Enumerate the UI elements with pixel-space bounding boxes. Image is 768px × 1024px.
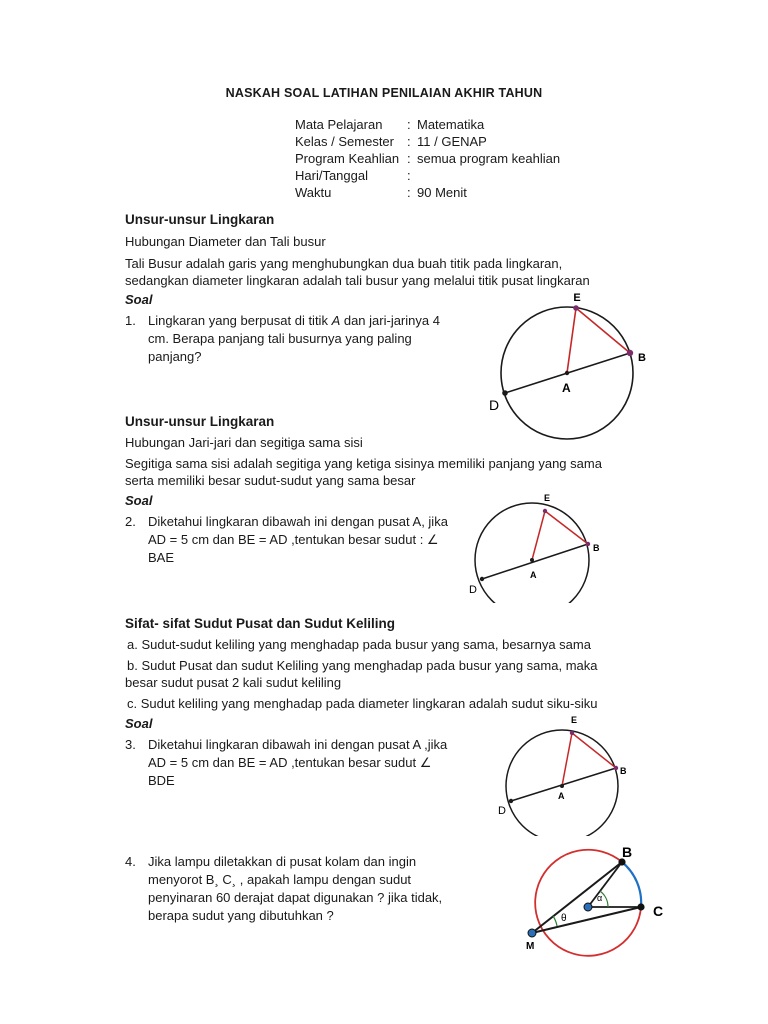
circle-figure-1 bbox=[480, 286, 660, 446]
section1-paragraph-line: sedangkan diameter lingkaran adalah tali busur yang melalui titik pusat lingkaran bbox=[125, 273, 590, 288]
section1-paragraph-line: Tali Busur adalah garis yang menghubungkan dua buah titik pada lingkaran, bbox=[125, 256, 563, 271]
question-line: BAE bbox=[148, 550, 175, 565]
question-line: Diketahui lingkaran dibawah ini dengan pusat A ,jika bbox=[148, 737, 448, 752]
question-line: Diketahui lingkaran dibawah ini dengan pusat A, jika bbox=[148, 514, 448, 529]
meta-value: 90 Menit bbox=[417, 185, 467, 200]
property-item-b-cont: besar sudut pusat 2 kali sudut keliling bbox=[125, 675, 342, 690]
point-label-b: B bbox=[620, 766, 627, 776]
question-number: 1. bbox=[125, 313, 136, 328]
section1-subheading: Hubungan Diameter dan Tali busur bbox=[125, 234, 326, 249]
question-1 bbox=[125, 312, 495, 372]
meta-value: semua program keahlian bbox=[417, 151, 561, 166]
property-item-a: a. Sudut-sudut keliling yang menghadap pada busur yang sama, besarnya sama bbox=[127, 637, 591, 652]
question-line: panjang? bbox=[148, 349, 202, 364]
section2-subheading: Hubungan Jari-jari dan segitiga sama sisi bbox=[125, 435, 363, 450]
document-title: NASKAH SOAL LATIHAN PENILAIAN AKHIR TAHUN bbox=[225, 86, 543, 100]
property-item-b: b. Sudut Pusat dan sudut Keliling yang menghadap pada busur yang sama, maka bbox=[127, 658, 598, 673]
question-line: cm. Berapa panjang tali busurnya yang paling bbox=[148, 331, 412, 346]
section3-heading: Sifat- sifat Sudut Pusat dan Sudut Keliling bbox=[125, 616, 396, 631]
meta-row bbox=[295, 150, 560, 167]
point-label-d: D bbox=[469, 584, 477, 596]
question-line: Lingkaran yang berpusat di titik A dan jari-jarinya 4 bbox=[148, 313, 440, 328]
circle-figure-2 bbox=[462, 488, 612, 603]
question-line: BDE bbox=[148, 773, 175, 788]
section2-heading: Unsur-unsur Lingkaran bbox=[125, 414, 275, 429]
point-label-a: A bbox=[530, 570, 537, 580]
question-number: 2. bbox=[125, 514, 136, 529]
section2-paragraph-line: Segitiga sama sisi adalah segitiga yang ketiga sisinya memiliki panjang yang sama bbox=[125, 456, 602, 471]
point-label-d: D bbox=[489, 397, 500, 413]
point-label-b: B bbox=[622, 844, 633, 860]
meta-colon: : bbox=[407, 185, 411, 200]
point-label-m: M bbox=[526, 941, 535, 952]
question-line: menyorot B¸ C¸ , apakah lampu dengan sudut bbox=[148, 872, 412, 887]
meta-colon: : bbox=[407, 134, 411, 149]
exam-meta bbox=[295, 116, 560, 201]
meta-row bbox=[295, 167, 560, 184]
meta-label: Mata Pelajaran bbox=[295, 117, 383, 132]
meta-label: Waktu bbox=[295, 185, 332, 200]
soal-label: Soal bbox=[125, 493, 153, 508]
angle-label-alpha: α bbox=[597, 893, 603, 903]
meta-colon: : bbox=[407, 151, 411, 166]
meta-row bbox=[295, 116, 560, 133]
soal-label: Soal bbox=[125, 716, 153, 731]
question-3 bbox=[125, 736, 485, 792]
question-line: berapa sudut yang dibutuhkan ? bbox=[148, 908, 334, 923]
point-label-d: D bbox=[498, 805, 506, 817]
question-line: AD = 5 cm dan BE = AD ,tentukan besar sudut ∠ bbox=[148, 755, 432, 770]
point-label-b: B bbox=[638, 352, 646, 364]
question-number: 4. bbox=[125, 854, 136, 869]
angle-label-theta: θ bbox=[561, 913, 567, 924]
question-2 bbox=[125, 513, 485, 569]
circle-figure-4 bbox=[515, 840, 675, 962]
point-label-e: E bbox=[573, 292, 581, 304]
point-label-e: E bbox=[571, 715, 578, 725]
question-line: Jika lampu diletakkan di pusat kolam dan ingin bbox=[148, 854, 417, 869]
meta-value: 11 / GENAP bbox=[417, 134, 487, 149]
point-label-a: A bbox=[558, 791, 565, 801]
section2-paragraph-line: serta memiliki besar sudut-sudut yang sama besar bbox=[125, 473, 416, 488]
meta-row bbox=[295, 184, 560, 201]
meta-colon: : bbox=[407, 117, 411, 132]
meta-label: Hari/Tanggal bbox=[295, 168, 368, 183]
section1-heading: Unsur-unsur Lingkaran bbox=[125, 212, 275, 227]
question-number: 3. bbox=[125, 737, 136, 752]
meta-value: Matematika bbox=[417, 117, 485, 132]
point-label-e: E bbox=[544, 493, 551, 503]
question-line: penyinaran 60 derajat dapat digunakan ? jika tidak, bbox=[148, 890, 443, 905]
soal-label: Soal bbox=[125, 292, 153, 307]
meta-label: Kelas / Semester bbox=[295, 134, 394, 149]
point-label-b: B bbox=[593, 543, 600, 553]
property-item-c: c. Sudut keliling yang menghadap pada diameter lingkaran adalah sudut siku-siku bbox=[127, 696, 598, 711]
meta-label: Program Keahlian bbox=[295, 151, 400, 166]
question-4 bbox=[125, 853, 505, 929]
question-line: AD = 5 cm dan BE = AD ,tentukan besar sudut : ∠ bbox=[148, 532, 439, 547]
meta-row bbox=[295, 133, 560, 150]
point-label-c: C bbox=[653, 903, 664, 919]
meta-colon: : bbox=[407, 168, 411, 183]
point-label-a: A bbox=[562, 381, 571, 395]
circle-figure-3 bbox=[490, 710, 640, 836]
